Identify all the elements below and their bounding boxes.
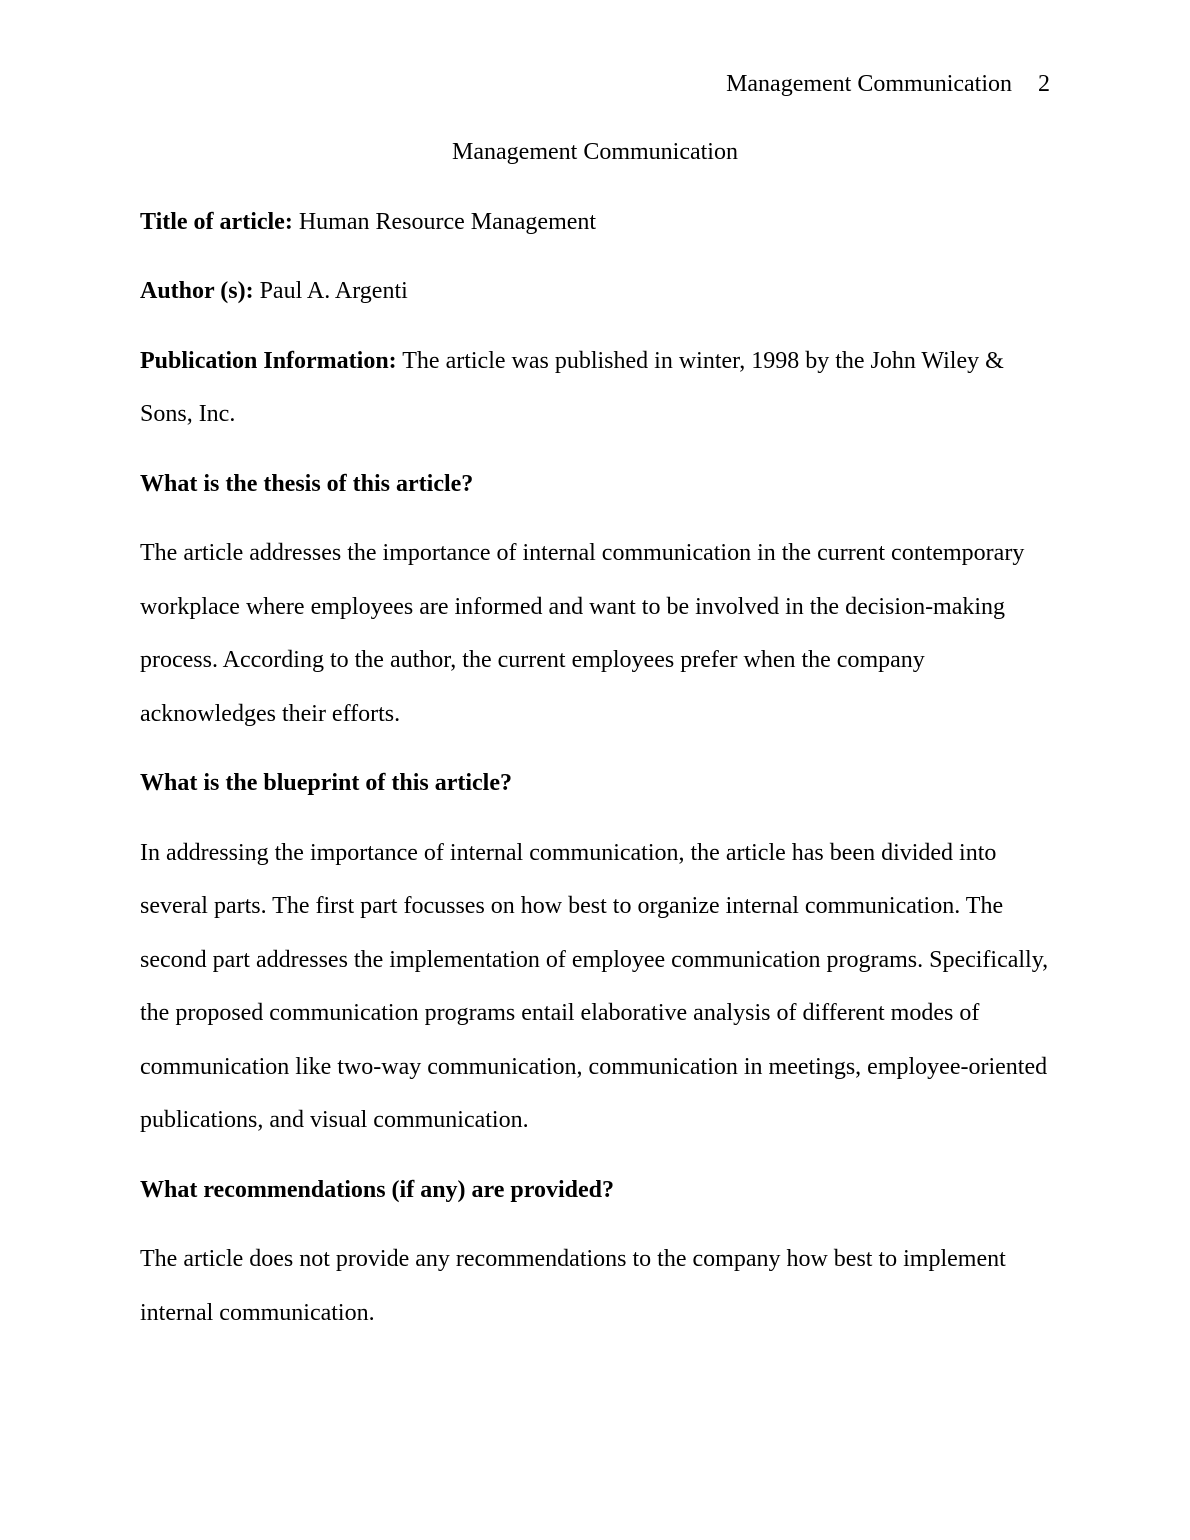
title-of-article-value: Human Resource Management <box>292 208 597 235</box>
blueprint-question: What is the blueprint of this article? <box>140 770 512 796</box>
authors-label: Author (s): <box>140 278 254 304</box>
authors-line <box>140 265 1052 319</box>
publication-line <box>140 335 1052 442</box>
document-body <box>140 126 1052 1356</box>
running-head-title: Management Communication <box>726 71 1012 97</box>
recommendations-answer: The article does not provide any recommendations to the company how best to implement internal communication. <box>140 1246 1006 1326</box>
title-of-article-line <box>140 196 1052 250</box>
thesis-question: What is the thesis of this article? <box>140 470 474 497</box>
authors-value: Paul A. Argenti <box>253 278 408 304</box>
thesis-answer: The article addresses the importance of internal communication in the current contemporary workplace where employees are informed and want to be involved in the decision-making process. According to the author, the current employees prefer when the company acknowledges their efforts. <box>140 540 1025 727</box>
recommendations-question: What recommendations (if any) are provided? <box>140 1176 614 1203</box>
publication-label: Publication Information: <box>140 347 397 374</box>
document-title: Management Communication <box>452 139 738 165</box>
blueprint-answer: In addressing the importance of internal communication, the article has been divided into several parts. The first part focusses on how best to organize internal communication. The second part addresses the implementation of employee communication programs. Specifically, the proposed communication programs entail elaborative analysis of different modes of communication like two-way communication, communication in meetings, employee-oriented publications, and visual communication. <box>140 839 1049 1133</box>
page-number: 2 <box>1038 71 1050 97</box>
publication-value: The article was published in winter, 1998 by the John Wiley & Sons, Inc. <box>140 347 1004 427</box>
running-head <box>726 68 1050 100</box>
title-of-article-label: Title of article: <box>140 208 293 235</box>
